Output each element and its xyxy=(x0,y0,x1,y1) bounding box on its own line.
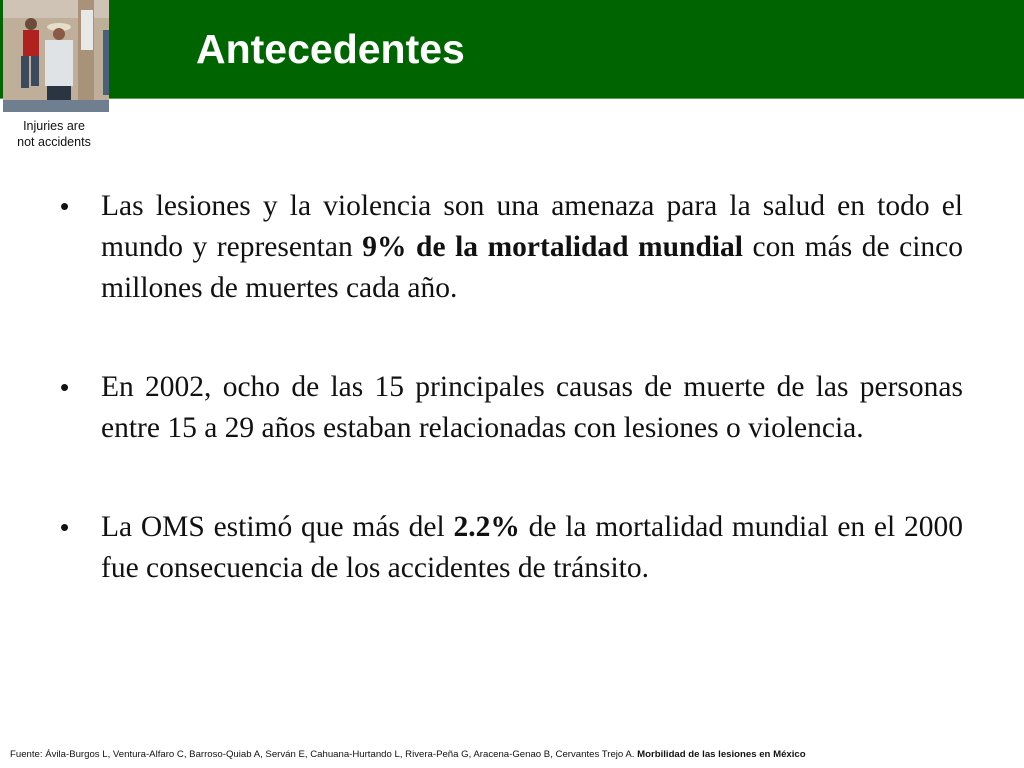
header-photo xyxy=(3,0,109,112)
bullet-icon: • xyxy=(60,191,70,221)
bullet-text: La OMS estimó que más del xyxy=(101,511,454,543)
bullet-icon: • xyxy=(60,372,70,402)
bullet-text: con más de cinco millones de muertes cada año. xyxy=(101,231,963,304)
source-authors: Fuente: Ávila-Burgos L, Ventura-Alfaro C, Barroso-Quiab A, Serván E, Cahuana-Hurtando L, Rivera-Peña G, Aracena-Genao B, Cervantes Trejo A. xyxy=(10,749,638,760)
bullet-text: de la mortalidad mundial en el 2000 fue consecuencia de los accidentes de tránsito. xyxy=(101,511,963,584)
bullet-text: En 2002, ocho de las 15 principales causas de muerte de las personas entre 15 a 29 años estaban relacionadas con lesiones o violencia. xyxy=(101,371,963,444)
photo-caption-line-1: Injuries are xyxy=(23,119,85,133)
header-band xyxy=(0,0,1024,99)
photo-caption xyxy=(0,118,108,150)
photo-caption-line-2: not accidents xyxy=(17,135,91,149)
bullet-item-leading-causes xyxy=(58,367,963,449)
source-title: Morbilidad de las lesiones en México xyxy=(637,749,806,760)
photo-people-street-scene-icon xyxy=(3,0,109,112)
bullet-icon: • xyxy=(60,512,70,542)
bullet-text-emphasis: 9% de la mortalidad mundial xyxy=(362,231,743,263)
source-citation xyxy=(10,749,806,760)
slide-title: Antecedentes xyxy=(196,26,465,72)
bullet-list xyxy=(58,186,963,647)
bullet-text: Las lesiones y la violencia son una amenaza para la salud en todo el mundo y representan xyxy=(101,190,963,263)
bullet-item-mortality xyxy=(58,186,963,309)
bullet-text-emphasis: 2.2% xyxy=(453,511,520,543)
bullet-item-traffic-accidents xyxy=(58,507,963,589)
